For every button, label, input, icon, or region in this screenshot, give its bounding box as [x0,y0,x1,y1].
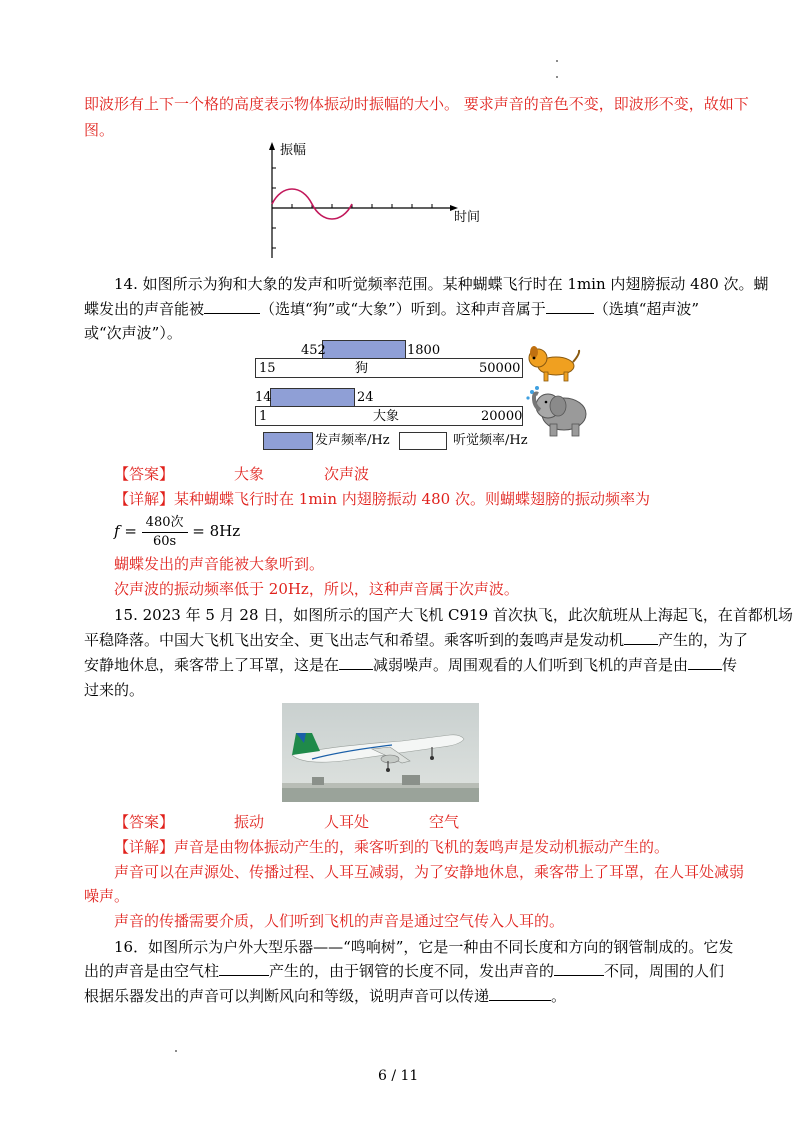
formula-fraction [142,514,188,551]
q15-detail-3: 声音的传播需要介质，人们听到飞机的声音是通过空气传入人耳的。 [114,912,565,930]
legend-voice-label: 发声频率/Hz [315,433,390,448]
elephant-hearing-low: 1 [259,409,268,424]
elephant-voice-low: 14 [255,390,272,405]
q15-text: 传 [722,656,738,674]
q16-text: 出的声音是由空气柱 [84,962,220,980]
q16-line-1: 16．如图所示为户外大型乐器——“鸣响树”，它是一种由不同长度和方向的钢管制成的。它发 [114,938,734,956]
x-axis-label: 时间 [454,210,481,225]
dog-label: 狗 [355,361,369,376]
q15-line-2 [84,628,748,652]
legend-hearing-label: 听觉频率/Hz [453,433,528,448]
detail-tag: 【详解】 [114,838,175,856]
elephant-voice-high: 24 [357,390,374,405]
q15-text: 平稳降落。中国大飞机飞出安全、更飞出志气和希望。乘客听到的轰鸣声是发动机 [84,631,625,649]
q15-detail-2b: 噪声。 [84,887,130,905]
q16-text: 根据乐器发出的声音可以判断风向和等级，说明声音可以传递 [84,987,490,1005]
q14-line-2 [84,297,699,321]
q16-text: 。 [551,987,567,1005]
elephant-voice-bar [270,388,355,408]
legend-hearing-swatch [399,432,447,450]
answer-tag: 【答案】 [114,465,175,483]
q15-text: 安静地休息，乘客带上了耳罩，这是在 [84,656,340,674]
q16-blank-2[interactable] [554,959,604,976]
q15-blank-2[interactable] [339,653,373,670]
q14-text: （选填“超声波” [593,300,700,318]
dog-voice-bar [322,340,406,360]
detail-tag: 【详解】 [114,490,175,508]
corner-dot [556,76,558,78]
q15-line-1: 15. 2023 年 5 月 28 日，如图所示的国产大飞机 C919 首次执飞，此次航班从上海起飞，在首都机场 [114,606,793,624]
q16-line-2 [84,959,724,983]
sine-wave [272,189,352,219]
q16-blank-3[interactable] [489,984,551,1001]
q15-blank-3[interactable] [688,653,722,670]
dog-hearing-low: 15 [259,361,276,376]
elephant-hearing-high: 20000 [481,409,523,424]
q15-text: 产生的，为了 [658,631,749,649]
q15-line-4: 过来的。 [84,681,145,699]
corner-dot [556,60,558,62]
formula-rhs: = 8Hz [192,522,241,540]
answer-2: 人耳处 [324,813,370,831]
c919-airplane-photo [282,703,479,802]
answer-1: 振动 [234,813,265,831]
q15-blank-1[interactable] [624,628,658,645]
page-number: 6 / 11 [378,1068,419,1084]
q15-text: 减弱噪声。周围观看的人们听到飞机的声音是由 [373,656,689,674]
q15-detail-2a: 声音可以在声源处、传播过程、人耳互减弱，为了安静地休息，乘客带上了耳罩，在人耳处减弱 [114,863,745,881]
q15-answer [114,810,459,834]
q15-line-3 [84,653,737,677]
y-axis-label: 振幅 [280,143,307,158]
q16-text: 不同，周围的人们 [604,962,725,980]
answer-3: 空气 [429,813,460,831]
q14-detail-3: 次声波的振动频率低于 20Hz，所以，这种声音属于次声波。 [114,580,519,598]
amplitude-wave-figure [258,140,488,260]
q14-detail-2: 蝴蝶发出的声音能被大象听到。 [114,555,325,573]
q14-detail-1 [114,487,650,511]
answer-2: 次声波 [324,465,370,483]
q14-blank-2[interactable] [546,297,594,314]
formula-denominator: 60s [152,533,177,549]
legend-voice-swatch [263,432,313,450]
q14-formula [114,511,240,551]
dog-hearing-high: 50000 [479,361,521,376]
q14-answer [114,462,369,486]
dog-illustration [524,346,582,382]
q15-detail-1 [114,835,669,859]
q14-blank-1[interactable] [204,297,260,314]
elephant-label: 大象 [373,409,400,424]
detail-text: 某种蝴蝶飞行时在 1min 内翅膀振动 480 次。则蝴蝶翅膀的振动频率为 [174,490,650,508]
intro-line-2: 图。 [84,121,115,139]
q14-line-3: 或“次声波”）。 [84,324,182,342]
q16-line-3 [84,984,566,1008]
dog-voice-high: 1800 [407,343,441,358]
formula-numerator: 480次 [142,514,188,533]
q14-text: （选填“狗”或“大象”）听到。这种声音属于 [260,300,546,318]
footer-dot [175,1050,177,1052]
y-axis-arrow [269,142,275,150]
formula-lhs: f = [114,522,137,540]
elephant-illustration [522,384,592,440]
intro-line-1: 即波形有上下一个格的高度表示物体振动时振幅的大小。 要求声音的音色不变，即波形不变，故如下 [84,95,749,113]
detail-text: 声音是由物体振动产生的，乘客听到的飞机的轰鸣声是发动机振动产生的。 [174,838,670,856]
q16-text: 产生的，由于钢管的长度不同，发出声音的 [269,962,555,980]
q14-line-1: 14. 如图所示为狗和大象的发声和听觉频率范围。某种蝴蝶飞行时在 1min 内翅膀振动 480 次。蝴 [114,275,769,293]
answer-tag: 【答案】 [114,813,175,831]
dog-voice-low: 452 [301,343,326,358]
q14-text: 蝶发出的声音能被 [84,300,205,318]
q16-blank-1[interactable] [219,959,269,976]
answer-1: 大象 [234,465,265,483]
